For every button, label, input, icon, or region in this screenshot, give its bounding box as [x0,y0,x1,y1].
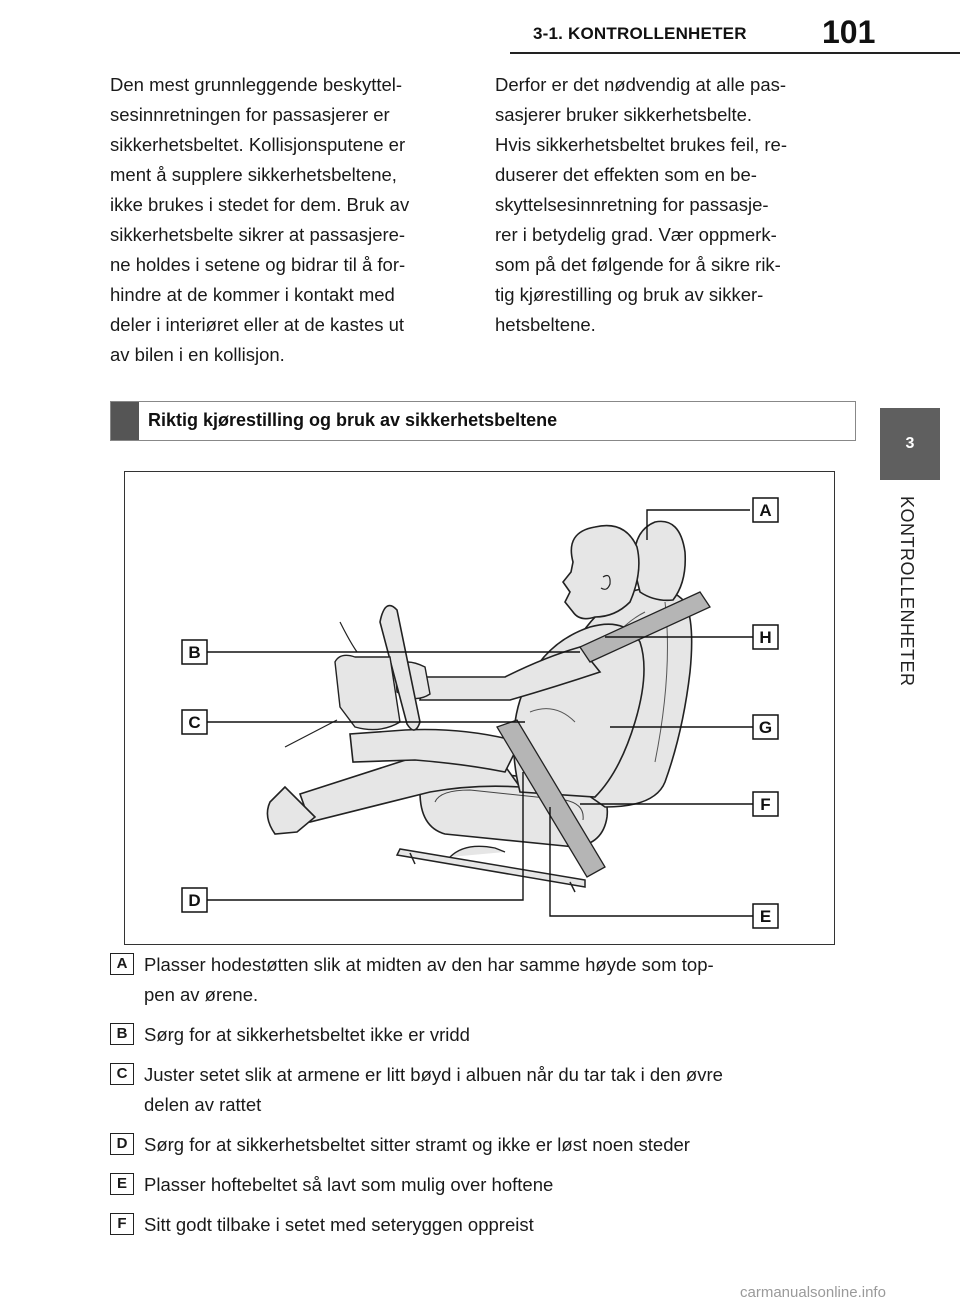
callout-e [753,904,778,928]
legend-key-b: B [110,1023,134,1045]
callout-b-label: B [188,643,201,662]
steering-wheel [285,606,420,747]
legend-item-d [110,1130,840,1160]
callout-c [182,710,207,734]
seating-position-figure [124,471,835,945]
legend-key-f: F [110,1213,134,1235]
section-heading-title: Riktig kjørestilling og bruk av sikkerhetsbeltene [148,410,558,430]
intro-right-text: Derfor er det nødvendig at alle pas- sasjerer bruker sikkerhetsbelte. Hvis sikkerhetsbeltet brukes feil, re- duserer det effekten som en be- skyttelsesinnretning for passasje- rer i betydelig grad. Vær oppmerk- som på det følgende for å sikre rik- tig kjørestilling og bruk av sikker- hetsbeltene. [495,74,787,335]
callout-h-label: H [759,628,772,647]
callout-g [753,715,778,739]
chapter-tab [880,408,940,480]
seat-rail [397,849,585,892]
legend-text-b: Sørg for at sikkerhetsbeltet ikke er vridd [144,1024,470,1045]
driver-illustration [125,472,836,946]
legend-key-c: C [110,1063,134,1085]
legend-key-d: D [110,1133,134,1155]
header-rule [510,52,960,54]
callout-g-label: G [758,718,773,737]
chapter-number: 3 [905,435,915,452]
legend-item-c [110,1060,840,1120]
callout-a-label: A [759,501,772,520]
legend-item-b [110,1020,840,1050]
section-heading-block [111,402,139,440]
section-title: 3-1. KONTROLLENHETER [533,24,747,43]
legend-list [110,950,840,1250]
legend-item-a [110,950,840,1010]
page-number: 101 [822,14,876,50]
legend-key-e: E [110,1173,134,1195]
callout-f [753,792,778,816]
intro-left-column [110,70,470,370]
legend-text-e: Plasser hoftebeltet så lavt som mulig over hoftene [144,1174,554,1195]
legend-item-e [110,1170,840,1200]
section-heading [110,401,856,441]
legend-text-f: Sitt godt tilbake i setet med seteryggen oppreist [144,1214,534,1235]
callout-h [753,625,778,649]
legend-text-c: Juster setet slik at armene er litt bøyd i albuen når du tar tak i den øvre delen av rattet [144,1064,723,1115]
callout-d-label: D [188,891,201,910]
headrest [634,521,685,600]
legend-key-a: A [110,953,134,975]
callout-d [182,888,207,912]
chapter-label: KONTROLLENHETER [897,496,917,687]
callout-b [182,640,207,664]
callout-a [753,498,778,522]
legend-text-d: Sørg for at sikkerhetsbeltet sitter stramt og ikke er løst noen steder [144,1134,690,1155]
callout-f-label: F [760,795,771,814]
intro-left-text: Den mest grunnleggende beskyttel- sesinnretningen for passasjerer er sikkerhetsbeltet. Kollisjonsputene er ment å supplere sikkerhetsbeltene, ikke brukes i stedet for dem. Bruk av sikkerhetsbelte sikrer at passasjere- ne holdes i setene og bidrar til å for- hindre at de kommer i kontakt med deler i interiøret eller at de kastes ut av bilen i en kollisjon. [110,74,410,365]
callout-e-label: E [759,907,772,926]
driver-head [563,526,639,619]
callout-c-label: C [188,713,201,732]
watermark: carmanualsonline.info [740,1284,886,1301]
intro-right-column [495,70,855,340]
legend-item-f [110,1210,840,1240]
legend-text-a: Plasser hodestøtten slik at midten av den har samme høyde som top- pen av ørene. [144,954,714,1005]
